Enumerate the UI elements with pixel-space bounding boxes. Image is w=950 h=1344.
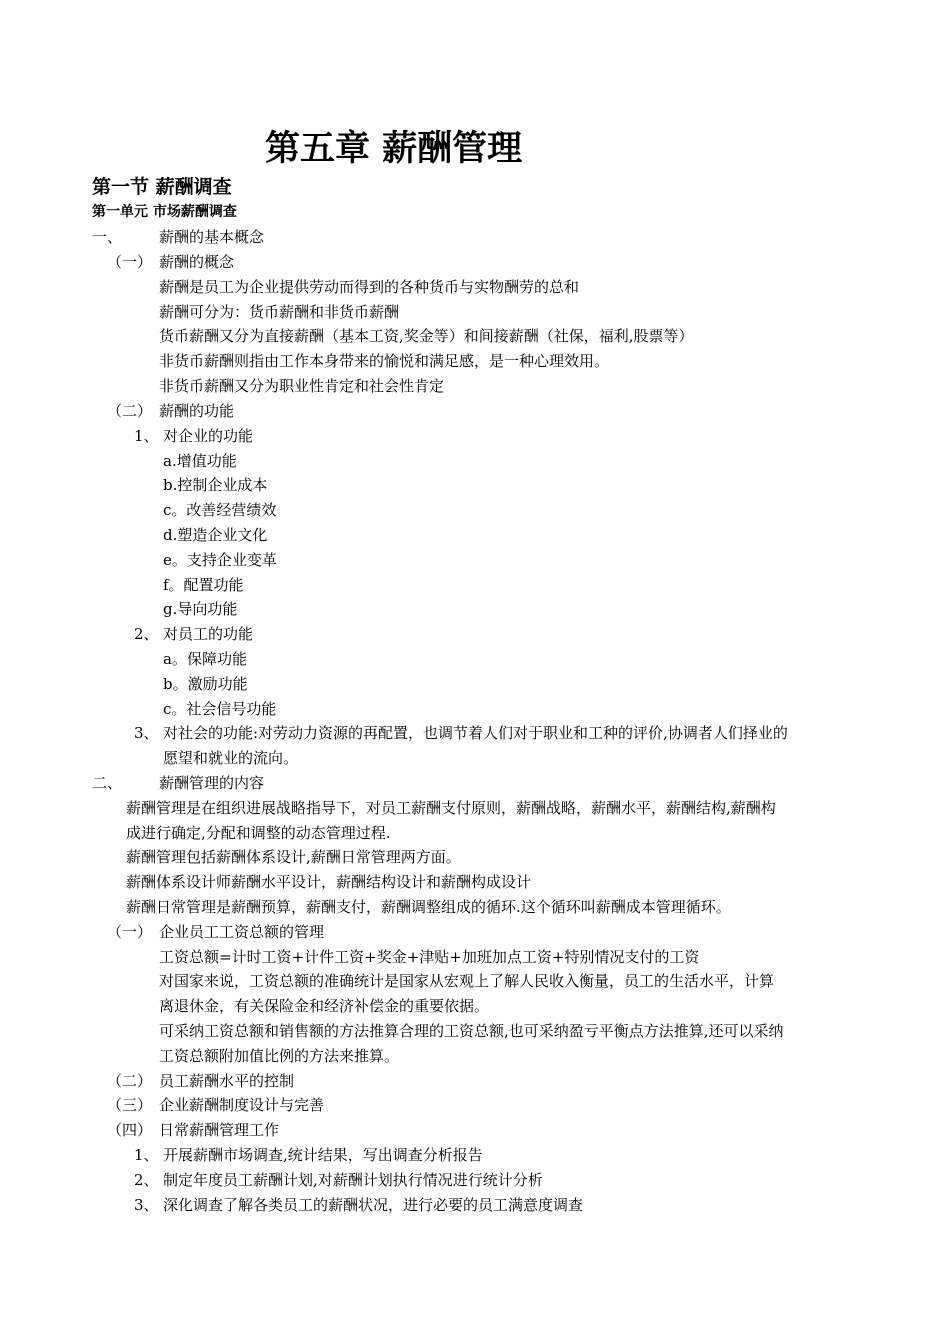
part2-s3-marker: （三） bbox=[107, 1096, 153, 1114]
list-item: c。社会信号功能 bbox=[163, 700, 277, 718]
list-number: 3、 bbox=[134, 724, 159, 742]
paragraph-line: 对国家来说，工资总额的准确统计是国家从宏观上了解人民收入衡量，员工的生活水平，计算 bbox=[159, 972, 775, 990]
list-item: a。保障功能 bbox=[163, 650, 247, 668]
list-number: 2、 bbox=[134, 625, 159, 643]
part1-marker: 一、 bbox=[92, 228, 123, 246]
list-item: f。配置功能 bbox=[163, 576, 244, 594]
part1-heading: 薪酬的基本概念 bbox=[159, 228, 265, 246]
list-number: 2、 bbox=[134, 1171, 159, 1189]
part2-s3-heading: 企业薪酬制度设计与完善 bbox=[159, 1096, 325, 1114]
paragraph-line: 离退休金，有关保险金和经济补偿金的重要依据。 bbox=[159, 997, 490, 1015]
part1-s2-heading: 薪酬的功能 bbox=[159, 402, 235, 420]
list-item: d.塑造企业文化 bbox=[163, 526, 268, 544]
list-item: a.增值功能 bbox=[163, 452, 237, 470]
list-item: e。支持企业变革 bbox=[163, 551, 277, 569]
paragraph-line: 薪酬日常管理是薪酬预算，薪酬支付，薪酬调整组成的循环.这个循环叫薪酬成本管理循环。 bbox=[126, 898, 731, 916]
chapter-title: 第五章 薪酬管理 bbox=[265, 129, 523, 169]
paragraph-line: 货币薪酬又分为直接薪酬（基本工资,奖金等）和间接薪酬（社保，福利,股票等） bbox=[159, 327, 694, 345]
part2-marker: 二、 bbox=[92, 774, 123, 792]
list-item: b.控制企业成本 bbox=[163, 476, 268, 494]
part1-s2-marker: （二） bbox=[107, 402, 153, 420]
part2-s1-heading: 企业员工工资总额的管理 bbox=[159, 923, 325, 941]
unit-heading: 第一单元 市场薪酬调查 bbox=[92, 204, 237, 220]
paragraph-line: 薪酬体系设计师薪酬水平设计，薪酬结构设计和薪酬构成设计 bbox=[126, 873, 532, 891]
paragraph-line: 对社会的功能:对劳动力资源的再配置，也调节着人们对于职业和工种的评价,协调者人们择业的 bbox=[163, 724, 788, 742]
paragraph-line: 工资总额=计时工资+计件工资+奖金+津贴+加班加点工资+特别情况支付的工资 bbox=[159, 948, 700, 966]
part2-s4-marker: （四） bbox=[107, 1121, 153, 1139]
list-item: b。激励功能 bbox=[163, 675, 248, 693]
part2-heading: 薪酬管理的内容 bbox=[159, 774, 265, 792]
paragraph-line: 可采纳工资总额和销售额的方法推算合理的工资总额,也可采纳盈亏平衡点方法推算,还可以采纳 bbox=[159, 1022, 784, 1040]
list-item: c。改善经营绩效 bbox=[163, 501, 277, 519]
paragraph-line: 非货币薪酬又分为职业性肯定和社会性肯定 bbox=[159, 377, 445, 395]
list-number: 3、 bbox=[134, 1196, 159, 1214]
list-number: 1、 bbox=[134, 427, 159, 445]
section-heading: 第一节 薪酬调查 bbox=[92, 176, 232, 198]
list-item: g.导向功能 bbox=[163, 600, 238, 618]
part2-s1-marker: （一） bbox=[107, 923, 153, 941]
paragraph-line: 成进行确定,分配和调整的动态管理过程. bbox=[126, 824, 391, 842]
part2-s2-heading: 员工薪酬水平的控制 bbox=[159, 1072, 295, 1090]
paragraph-line: 薪酬可分为：货币薪酬和非货币薪酬 bbox=[159, 303, 400, 321]
part1-s1-heading: 薪酬的概念 bbox=[159, 253, 235, 271]
part1-s1-marker: （一） bbox=[107, 253, 153, 271]
list-item: 深化调查了解各类员工的薪酬状况，进行必要的员工满意度调查 bbox=[163, 1196, 584, 1214]
paragraph-line: 非货币薪酬则指由工作本身带来的愉悦和满足感，是一种心理效用。 bbox=[159, 352, 610, 370]
paragraph-line: 愿望和就业的流向。 bbox=[163, 749, 299, 767]
list-item: 制定年度员工薪酬计划,对薪酬计划执行情况进行统计分析 bbox=[163, 1171, 543, 1189]
list-number: 1、 bbox=[134, 1146, 159, 1164]
paragraph-line: 薪酬管理是在组织进展战略指导下，对员工薪酬支付原则，薪酬战略，薪酬水平，薪酬结构,薪酬构 bbox=[126, 799, 776, 817]
paragraph-line: 薪酬是员工为企业提供劳动而得到的各种货币与实物酬劳的总和 bbox=[159, 278, 580, 296]
list-heading: 对员工的功能 bbox=[163, 625, 254, 643]
list-heading: 对企业的功能 bbox=[163, 427, 254, 445]
paragraph-line: 薪酬管理包括薪酬体系设计,薪酬日常管理两方面。 bbox=[126, 848, 461, 866]
paragraph-line: 工资总额附加值比例的方法来推算。 bbox=[159, 1047, 400, 1065]
part2-s2-marker: （二） bbox=[107, 1072, 153, 1090]
part2-s4-heading: 日常薪酬管理工作 bbox=[159, 1121, 280, 1139]
list-item: 开展薪酬市场调查,统计结果，写出调查分析报告 bbox=[163, 1146, 483, 1164]
